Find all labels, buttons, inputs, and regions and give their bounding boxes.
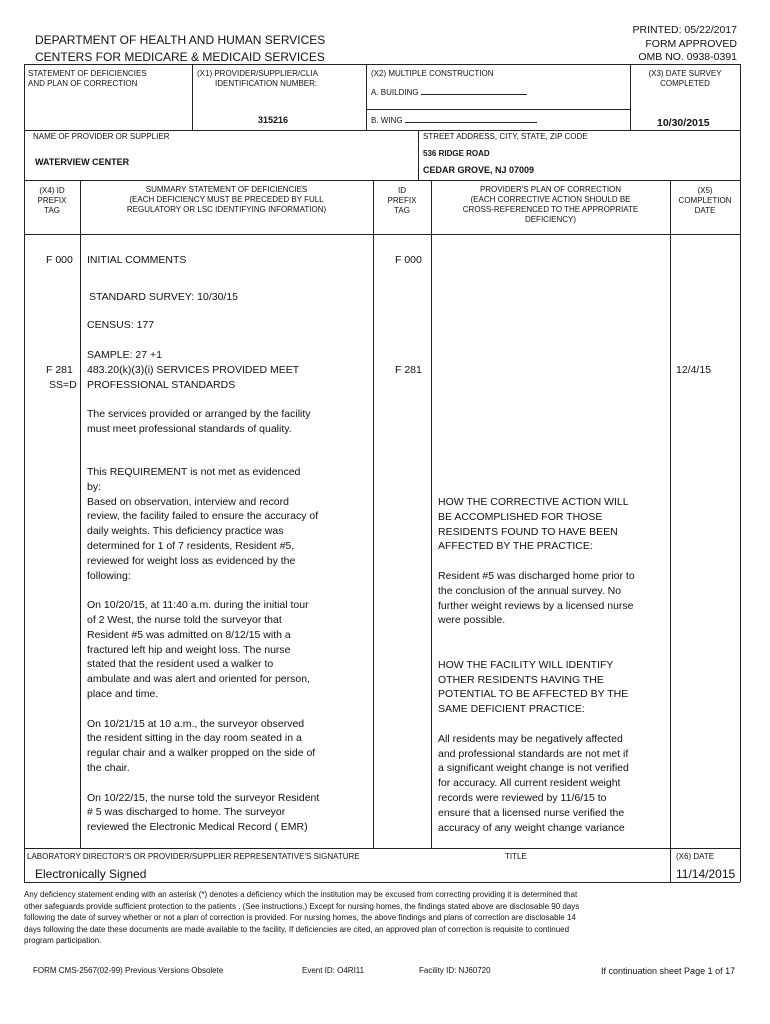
divider-x1 [192, 64, 193, 130]
rule-body [24, 234, 740, 235]
findings-line: place and time. [87, 687, 159, 700]
plan-line: were possible. [438, 614, 506, 627]
col-id-header: ID PREFIX TAG [387, 186, 417, 215]
plan-line: for accuracy. All current resident weight [438, 777, 621, 790]
findings-line: Based on observation, interview and record [87, 495, 289, 508]
plan-line: OTHER RESIDENTS HAVING THE [438, 673, 604, 686]
tag-f281-left: F 281 [46, 364, 73, 376]
plan-line [438, 644, 635, 659]
plan-line: SAME DEFICIENT PRACTICE: [438, 703, 585, 716]
findings-line: On 10/20/15, at 11:40 a.m. during the initial tour [87, 599, 309, 612]
findings-line: fractured left hip and weight loss. The nurse [87, 643, 291, 656]
signature-value: Electronically Signed [35, 867, 147, 881]
x1-value: 315216 [258, 115, 289, 125]
footer-page: If continuation sheet Page 1 of 17 [601, 966, 736, 976]
col-x5-header: (X5) COMPLETION DATE [678, 186, 732, 215]
wing-line [405, 113, 537, 123]
plan-line: HOW THE CORRECTIVE ACTION WILL [438, 496, 629, 508]
census: CENSUS: 177 [87, 319, 155, 331]
wing-field: B. WING [371, 113, 537, 126]
plan-line: accuracy of any weight change variance [438, 821, 625, 834]
plan-line: BE ACCOMPLISHED FOR THOSE [438, 510, 603, 523]
x3-label: (X3) DATE SURVEY COMPLETED [648, 69, 722, 88]
footer-form-id: FORM CMS-2567(02-99) Previous Versions Obsolete [33, 966, 224, 975]
form-approved: FORM APPROVED [645, 38, 737, 50]
department-title: DEPARTMENT OF HEALTH AND HUMAN SERVICES [35, 33, 326, 47]
plan-line: Resident #5 was discharged home prior to [438, 569, 635, 582]
findings-line: On 10/22/15, the nurse told the surveyor Resident [87, 791, 320, 804]
findings-line: ambulate and was alert and oriented for person, [87, 673, 310, 686]
initial-comments: INITIAL COMMENTS [87, 254, 187, 266]
building-field: A. BUILDING [371, 85, 527, 98]
findings-line: reviewed the Electronic Medical Record ( EMR) [87, 821, 308, 834]
plan-line: records were reviewed by 11/6/15 to [438, 791, 607, 804]
plan-of-correction [438, 496, 635, 836]
findings-line: of 2 West, the nurse told the surveyor that [87, 613, 282, 626]
findings-line: review, the facility failed to ensure the accuracy of [87, 510, 319, 523]
statement-label: STATEMENT OF DEFICIENCIES AND PLAN OF CORRECTION [28, 69, 147, 88]
rule-signature [24, 848, 740, 849]
completion-date: 12/4/15 [676, 364, 712, 376]
omb-number: OMB NO. 0938-0391 [638, 51, 737, 63]
plan-line: and professional standards are not met if [438, 747, 629, 760]
sample: SAMPLE: 27 +1 [87, 349, 163, 361]
findings-line: This REQUIREMENT is not met as evidenced [87, 466, 301, 478]
rule-disclaimer [24, 882, 740, 883]
tag-f281-severity: SS=D [49, 379, 77, 391]
signature-label: LABORATORY DIRECTOR'S OR PROVIDER/SUPPLIER REPRESENTATIVE'S SIGNATURE [27, 852, 360, 861]
findings-line: determined for 1 of 7 residents, Resident #5, [87, 539, 295, 552]
plan-line: ensure that a licensed nurse verified the [438, 806, 625, 819]
findings-line: regular chair and a walker propped on the side of [87, 747, 316, 760]
findings-line: stated that the resident used a walker to [87, 658, 274, 671]
findings-line: following: [87, 569, 131, 582]
x1-label: (X1) PROVIDER/SUPPLIER/CLIA IDENTIFICATION NUMBER: [197, 69, 318, 88]
address-line1: 536 RIDGE ROAD [423, 149, 490, 158]
findings-line: On 10/21/15 at 10 a.m., the surveyor observed [87, 717, 305, 730]
signature-date: 11/14/2015 [676, 867, 736, 881]
building-line [421, 85, 527, 95]
agency-title: CENTERS FOR MEDICARE & MEDICAID SERVICES [35, 50, 325, 64]
divider-id [431, 180, 432, 848]
col-summary-header: SUMMARY STATEMENT OF DEFICIENCIES (EACH DEFICIENCY MUST BE PRECEDED BY FULL REGULATORY OR LSC IDENTIFYING INFORMATION) [126, 185, 327, 214]
plan-line: the conclusion of the annual survey. No [438, 584, 622, 597]
x2-label: (X2) MULTIPLE CONSTRUCTION [371, 69, 494, 78]
col-x4-header: (X4) ID PREFIX TAG [37, 186, 67, 215]
findings-line: by: [87, 480, 102, 493]
rule-provider [24, 130, 740, 131]
frame-top [24, 64, 740, 65]
title-label: TITLE [505, 852, 527, 861]
rule-columns [24, 180, 740, 181]
plan-line [438, 629, 635, 644]
printed-date: PRINTED: 05/22/2017 [632, 24, 737, 36]
address-label: STREET ADDRESS, CITY, STATE, ZIP CODE [423, 132, 588, 141]
footer-event-id: Event ID: O4RI11 [302, 966, 365, 975]
divider-address [418, 130, 419, 180]
plan-line: All residents may be negatively affected [438, 732, 623, 745]
divider-date [670, 848, 671, 882]
frame-right [740, 64, 741, 882]
plan-line [438, 718, 635, 733]
regulation-text: The services provided or arranged by the facility must meet professional standards of quality. [87, 408, 311, 435]
plan-line: further weight reviews by a licensed nurse [438, 599, 634, 612]
findings-line: Resident #5 was admitted on 8/12/15 with a [87, 628, 291, 641]
rule-wing [366, 109, 630, 110]
address-line2: CEDAR GROVE, NJ 07009 [423, 165, 535, 175]
tag-f281-right: F 281 [395, 364, 422, 376]
findings-line [87, 703, 319, 718]
divider-summary [373, 180, 374, 848]
findings-text [87, 466, 319, 836]
plan-line: a significant weight change is not verified [438, 762, 629, 775]
findings-line: the chair. [87, 761, 130, 774]
standard-survey: STANDARD SURVEY: 10/30/15 [89, 291, 239, 303]
findings-line [87, 584, 319, 599]
x3-value: 10/30/2015 [657, 117, 710, 129]
plan-line: AFFECTED BY THE PRACTICE: [438, 540, 593, 553]
regulation-title: 483.20(k)(3)(i) SERVICES PROVIDED MEET PROFESSIONAL STANDARDS [87, 364, 300, 391]
provider-name: WATERVIEW CENTER [35, 157, 130, 167]
tag-f000-right: F 000 [395, 254, 422, 266]
divider-prefix [80, 180, 81, 848]
x6-date-label: (X6) DATE [676, 852, 715, 861]
plan-line: HOW THE FACILITY WILL IDENTIFY [438, 658, 614, 671]
disclaimer: Any deficiency statement ending with an asterisk (*) denotes a deficiency which the institution may be excused from correcting providing it is determined that other safeguards provide sufficient protection to the patients . (See instructions.) Except for nursing homes, the findings stated above are disclosable 90 days following the date of survey whether or not a plan of correction is provided. For nursing homes, the above findings and plans of correction are disclosable 14 days following the date these documents are made available to the facility. If deficiencies are cited, an approved plan of correction is requisite to continued program participation. [24, 890, 580, 945]
footer-facility-id: Facility ID: NJ60720 [419, 966, 491, 975]
tag-f000-left: F 000 [46, 254, 73, 266]
plan-line: POTENTIAL TO BE AFFECTED BY THE [438, 688, 629, 701]
plan-line [438, 555, 635, 570]
findings-line: reviewed for weight loss as evidenced by the [87, 554, 296, 567]
plan-line: RESIDENTS FOUND TO HAVE BEEN [438, 525, 618, 538]
divider-plan [670, 180, 671, 848]
findings-line: the resident sitting in the day room seated in a [87, 732, 302, 745]
findings-line [87, 777, 319, 792]
provider-name-label: NAME OF PROVIDER OR SUPPLIER [33, 132, 170, 141]
findings-line: daily weights. This deficiency practice was [87, 525, 284, 538]
findings-line: # 5 was discharged to home. The surveyor [87, 806, 286, 819]
col-plan-header: PROVIDER'S PLAN OF CORRECTION (EACH CORRECTIVE ACTION SHOULD BE CROSS-REFERENCED TO THE APPROPRIATE DEFICIENCY) [462, 185, 639, 224]
divider-x2 [366, 64, 367, 130]
